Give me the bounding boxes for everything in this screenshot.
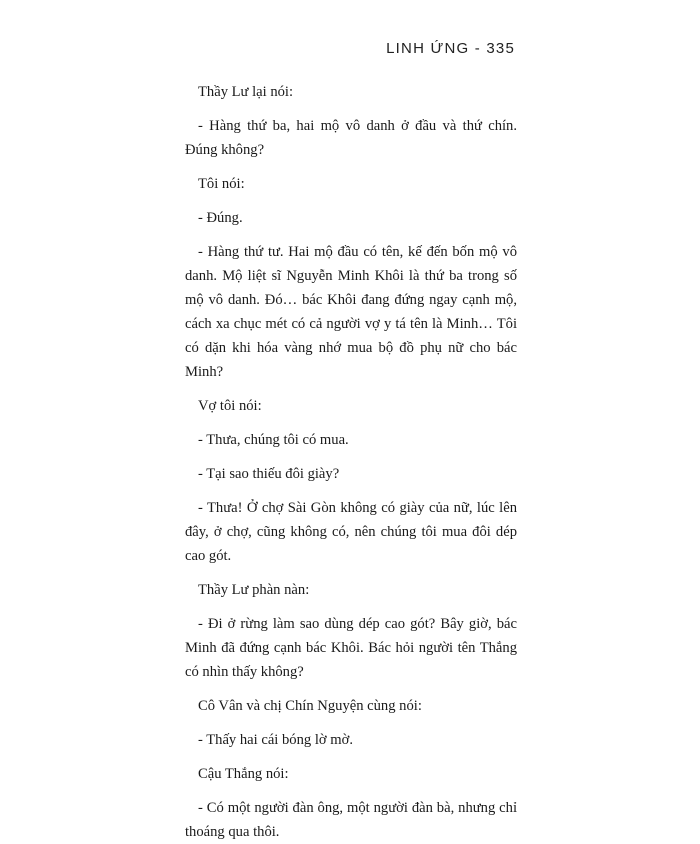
running-header	[386, 40, 515, 57]
paragraph: - Tại sao thiếu đôi giày?	[198, 466, 340, 482]
paragraph: - Thưa, chúng tôi có mua.	[198, 432, 349, 448]
paragraph: Cô Vân và chị Chín Nguyện cùng nói:	[198, 698, 422, 714]
paragraph: - Đúng.	[198, 210, 243, 226]
header-separator: -	[474, 40, 481, 57]
paragraph: Tôi nói:	[198, 176, 245, 192]
body-text	[185, 80, 517, 844]
paragraph: Cậu Thắng nói:	[198, 766, 289, 782]
book-title: LINH ỨNG	[386, 40, 470, 57]
paragraph: - Đi ở rừng làm sao dùng dép cao gót? Bây giờ, bác Minh đã đứng cạnh bác Khôi. Bác hỏi người tên Thắng có nhìn thấy không?	[185, 616, 517, 680]
paragraph: - Thấy hai cái bóng lờ mờ.	[198, 732, 353, 748]
paragraph: - Hàng thứ tư. Hai mộ đầu có tên, kế đến bốn mộ vô danh. Mộ liệt sĩ Nguyễn Minh Khôi là thứ ba trong số mộ vô danh. Đó… bác Khôi đang đứng ngay cạnh mộ, cách xa chục mét có cả người vợ y tá tên là Minh… Tôi có dặn khi hóa vàng nhớ mua bộ đồ phụ nữ cho bác Minh?	[185, 244, 517, 380]
page-number: 335	[486, 40, 515, 57]
paragraph: - Thưa! Ở chợ Sài Gòn không có giày của nữ, lúc lên đây, ở chợ, cũng không có, nên chúng tôi mua đôi dép cao gót.	[185, 500, 517, 564]
paragraph: - Hàng thứ ba, hai mộ vô danh ở đầu và thứ chín. Đúng không?	[185, 118, 517, 158]
paragraph: Thầy Lư phàn nàn:	[198, 582, 310, 598]
paragraph: - Có một người đàn ông, một người đàn bà, nhưng chỉ thoáng qua thôi.	[185, 800, 517, 840]
paragraph: Thầy Lư lại nói:	[198, 84, 294, 100]
paragraph: Vợ tôi nói:	[198, 398, 262, 414]
